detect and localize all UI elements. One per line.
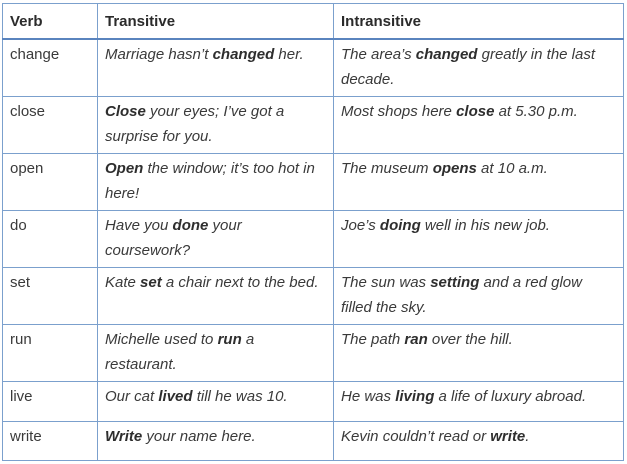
- example-text: .: [525, 428, 530, 445]
- table-row: [3, 97, 624, 154]
- header-verb: Verb: [3, 4, 98, 40]
- example-text: The path: [341, 331, 405, 348]
- verb-cell: write: [3, 422, 98, 461]
- example-text: her.: [274, 46, 304, 63]
- example-text: Michelle used to: [105, 331, 218, 348]
- intransitive-example-cell: [334, 39, 624, 97]
- example-text: The area’s: [341, 46, 416, 63]
- example-text: a chair next to the bed.: [161, 274, 319, 291]
- intransitive-example-cell: [334, 268, 624, 325]
- verb-cell: do: [3, 211, 98, 268]
- example-text: well in his new job.: [420, 217, 550, 234]
- verb-cell: live: [3, 382, 98, 422]
- example-text: the window; it’s too hot in here!: [105, 160, 315, 202]
- highlighted-verb-form: changed: [415, 46, 478, 63]
- highlighted-verb-form: done: [172, 217, 209, 234]
- transitive-example-cell: [98, 325, 334, 382]
- table-row: [3, 325, 624, 382]
- highlighted-verb-form: Close: [105, 103, 146, 120]
- example-text: Have you: [105, 217, 173, 234]
- highlighted-verb-form: close: [456, 103, 495, 120]
- example-text: Marriage hasn’t: [105, 46, 213, 63]
- example-text: Kevin couldn’t read or: [341, 428, 491, 445]
- highlighted-verb-form: Open: [105, 160, 144, 177]
- highlighted-verb-form: doing: [379, 217, 421, 234]
- transitive-example-cell: [98, 268, 334, 325]
- table-row: [3, 382, 624, 422]
- highlighted-verb-form: Write: [105, 428, 143, 445]
- example-text: your coursework?: [105, 217, 242, 259]
- highlighted-verb-form: opens: [432, 160, 477, 177]
- highlighted-verb-form: lived: [158, 388, 193, 405]
- highlighted-verb-form: living: [395, 388, 435, 405]
- example-text: The museum: [341, 160, 433, 177]
- transitive-example-cell: [98, 97, 334, 154]
- example-text: Joe’s: [341, 217, 380, 234]
- transitive-example-cell: [98, 211, 334, 268]
- header-transitive: Transitive: [98, 4, 334, 40]
- verb-cell: run: [3, 325, 98, 382]
- verb-cell: open: [3, 154, 98, 211]
- verb-cell: change: [3, 39, 98, 97]
- example-text: Kate: [105, 274, 141, 291]
- intransitive-example-cell: [334, 97, 624, 154]
- transitive-example-cell: [98, 154, 334, 211]
- example-text: till he was 10.: [192, 388, 288, 405]
- example-text: greatly in the last decade.: [341, 46, 596, 88]
- highlighted-verb-form: write: [490, 428, 526, 445]
- intransitive-example-cell: [334, 211, 624, 268]
- highlighted-verb-form: setting: [430, 274, 480, 291]
- intransitive-example-cell: [334, 325, 624, 382]
- example-text: He was: [341, 388, 396, 405]
- transitive-example-cell: [98, 382, 334, 422]
- intransitive-example-cell: [334, 154, 624, 211]
- table-row: [3, 422, 624, 461]
- table-row: [3, 154, 624, 211]
- transitive-intransitive-table: [2, 3, 624, 461]
- example-text: at 5.30 p.m.: [494, 103, 578, 120]
- highlighted-verb-form: ran: [404, 331, 428, 348]
- header-intransitive: Intransitive: [334, 4, 624, 40]
- highlighted-verb-form: changed: [212, 46, 275, 63]
- example-text: Our cat: [105, 388, 159, 405]
- table-row: [3, 39, 624, 97]
- table-row: [3, 268, 624, 325]
- intransitive-example-cell: [334, 422, 624, 461]
- example-text: a life of luxury abroad.: [434, 388, 587, 405]
- example-text: and a red glow filled the sky.: [341, 274, 582, 316]
- verb-cell: set: [3, 268, 98, 325]
- highlighted-verb-form: run: [217, 331, 242, 348]
- transitive-example-cell: [98, 422, 334, 461]
- table-row: [3, 211, 624, 268]
- highlighted-verb-form: set: [140, 274, 162, 291]
- example-text: The sun was: [341, 274, 431, 291]
- transitive-example-cell: [98, 39, 334, 97]
- example-text: a restaurant.: [105, 331, 255, 373]
- verb-cell: close: [3, 97, 98, 154]
- table-header-row: [3, 4, 624, 40]
- intransitive-example-cell: [334, 382, 624, 422]
- example-text: at 10 a.m.: [476, 160, 548, 177]
- example-text: Most shops here: [341, 103, 457, 120]
- table-body: [3, 39, 624, 461]
- example-text: over the hill.: [427, 331, 513, 348]
- example-text: your eyes; I’ve got a surprise for you.: [105, 103, 285, 145]
- example-text: your name here.: [142, 428, 256, 445]
